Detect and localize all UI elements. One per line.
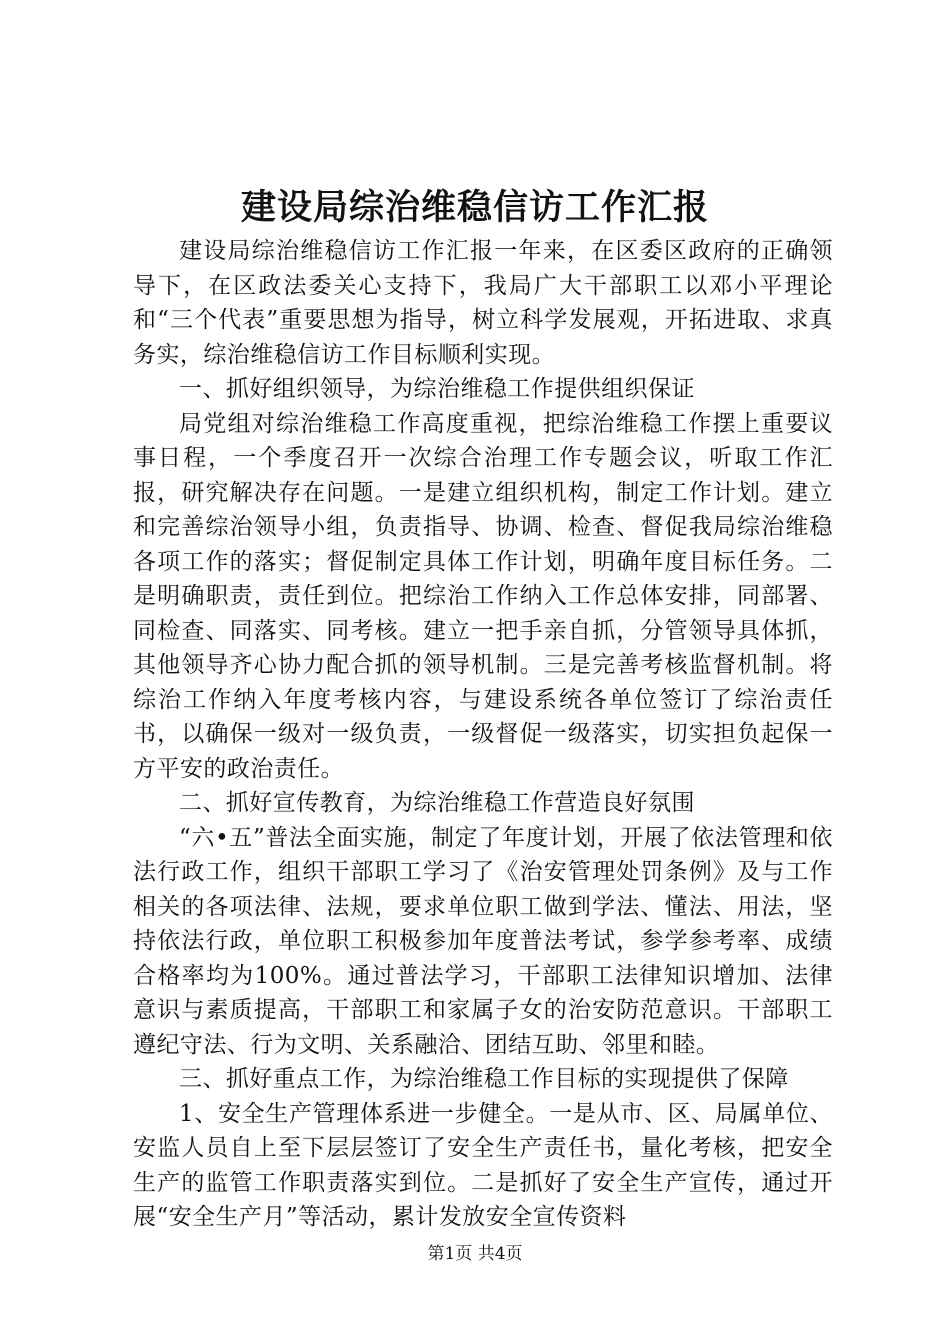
section-1-paragraph: 局党组对综治维稳工作高度重视，把综治维稳工作摆上重要议事日程，一个季度召开一次综合治理工作专题会议，听取工作汇报，研究解决存在问题。一是建立组织机构，制定工作计划。建立和完善综治领导小组，负责指导、协调、检查、督促我局综治维稳各项工作的落实；督促制定具体工作计划，明确年度目标任务。二是明确职责，责任到位。把综治工作纳入工作总体安排，同部署、同检查、同落实、同考核。建立一把手亲自抓，分管领导具体抓，其他领导齐心协力配合抓的领导机制。三是完善考核监督机制。将综治工作纳入年度考核内容，与建设系统各单位签订了综治责任书，以确保一级对一级负责，一级督促一级落实，切实担负起保一方平安的政治责任。 [133, 410, 833, 782]
page-footer: 第1页 共4页 [427, 1244, 523, 1264]
section-heading-3: 三、抓好重点工作，为综治维稳工作目标的实现提供了保障 [179, 1066, 789, 1092]
section-3-paragraph: 1、安全生产管理体系进一步健全。一是从市、区、局属单位、安监人员自上至下层层签订了安全生产责任书，量化考核，把安全生产的监管工作职责落实到位。二是抓好了安全生产宣传，通过开展“安全生产月”等活动，累计发放安全宣传资料 [133, 1100, 833, 1230]
section-heading-1: 一、抓好组织领导，为综治维稳工作提供组织保证 [179, 376, 695, 402]
document-body [133, 234, 833, 1235]
intro-paragraph: 建设局综治维稳信访工作汇报一年来，在区委区政府的正确领导下，在区政法委关心支持下，我局广大干部职工以邓小平理论和“三个代表”重要思想为指导，树立科学发展观，开拓进取、求真务实，综治维稳信访工作目标顺利实现。 [133, 238, 833, 368]
section-2-paragraph: “六•五”普法全面实施，制定了年度计划，开展了依法管理和依法行政工作，组织干部职工学习了《治安管理处罚条例》及与工作相关的各项法律、法规，要求单位职工做到学法、懂法、用法，坚持依法行政，单位职工积极参加年度普法考试，参学参考率、成绩合格率均为100%。通过普法学习，干部职工法律知识增加、法律意识与素质提高，干部职工和家属子女的治安防范意识。干部职工遵纪守法、行为文明、关系融洽、团结互助、邻里和睦。 [133, 824, 833, 1058]
section-heading-2: 二、抓好宣传教育，为综治维稳工作营造良好氛围 [179, 790, 695, 816]
document-title: 建设局综治维稳信访工作汇报 [240, 187, 709, 228]
